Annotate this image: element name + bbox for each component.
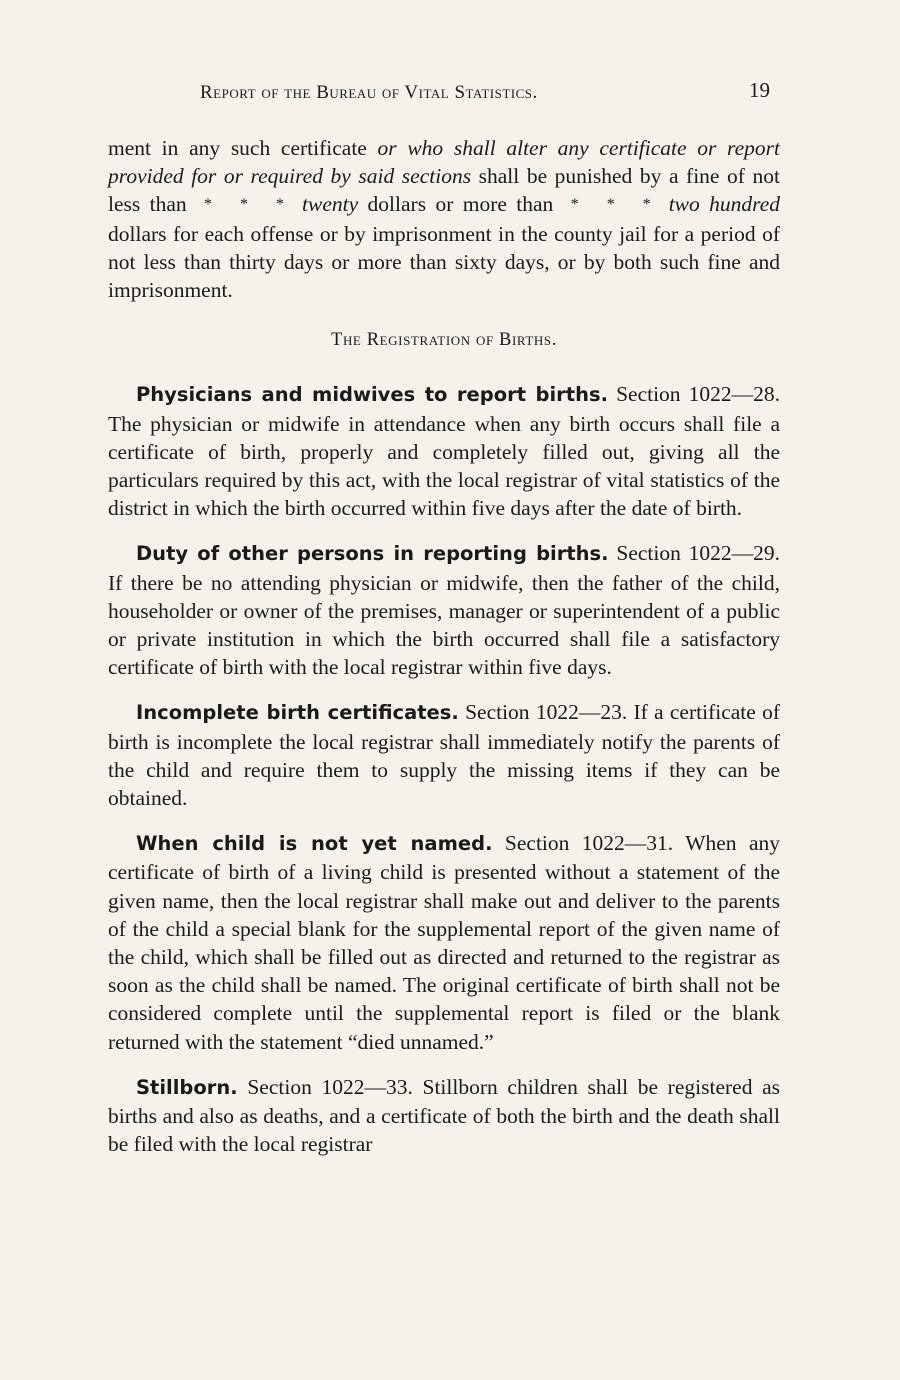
continuation-text-4: dollars for each offense or by imprisonment in the county jail for a period of not less than thirty days or more than sixty days, or by both such fine and imprisonment. — [108, 221, 780, 303]
ellipsis-stars: * * * — [570, 196, 661, 214]
entry-text: Section 1022—29. If there be no attending physician or midwife, then the father of the child, householder or owner of the premises, manager or superintendent of a public or private institution in which the birth occurred shall file a satisfactory certificate of birth with the local registrar within five days. — [108, 541, 780, 680]
entry-heading: Stillborn. — [136, 1075, 238, 1099]
continuation-text-2: shall be punished by a fine of not less than — [108, 164, 780, 217]
ellipsis-stars: * * * — [204, 196, 295, 214]
continuation-text-3: dollars or more than — [358, 192, 563, 217]
entry-duty-other-persons — [108, 539, 780, 681]
page-number: 19 — [749, 78, 770, 102]
continuation-italic-1: or who shall alter any certificate or report provided for or required by said sections — [108, 136, 780, 189]
continuation-text-1: ment in any such certificate — [108, 136, 378, 160]
entry-text: Section 1022—28. The physician or midwife in attendance when any birth occurs shall file a certificate of birth, properly and completely filled out, giving all the particulars required by this act, with the local registrar of vital statistics of the district in which the birth occurred within five days after the date of birth. — [108, 382, 780, 521]
entry-text: Section 1022—31. When any certificate of birth of a living child is presented without a statement of the given name, then the local registrar shall make out and deliver to the parents of the child a special blank for the supplemental report of the given name of the child, which shall be filled out as directed and returned to the registrar as soon as the child shall be named. The original certificate of birth shall not be considered complete until the supplemental report is filed or the blank returned with the statement “died unnamed.” — [108, 831, 781, 1054]
page-header — [190, 78, 770, 112]
entry-heading: Incomplete birth certificates. — [136, 701, 459, 725]
entry-heading: Duty of other persons in reporting births. — [136, 542, 609, 566]
entry-incomplete-certificates — [108, 698, 780, 812]
section-heading: The Registration of Births. — [331, 330, 557, 351]
entry-heading: When child is not yet named. — [136, 832, 493, 856]
running-title: Report of the Bureau of Vital Statistics. — [200, 82, 538, 103]
continuation-paragraph — [108, 134, 780, 304]
body-text — [108, 134, 780, 1176]
entry-heading: Physicians and midwives to report births. — [136, 383, 608, 407]
continuation-italic-3: two hundred — [668, 192, 781, 217]
entry-text: Section 1022—23. If a certificate of birth is incomplete the local registrar shall immediately notify the parents of the child and require them to supply the missing items if they can be obtained. — [108, 700, 780, 811]
continuation-italic-2: twenty — [302, 192, 359, 217]
entry-stillborn — [108, 1073, 780, 1159]
entry-text: Section 1022—33. Stillborn children shall be registered as births and also as deaths, and a certificate of both the birth and the death shall be filed with the local registrar — [108, 1074, 780, 1157]
entry-physicians-midwives — [108, 380, 780, 522]
entry-child-not-named — [108, 829, 780, 1056]
